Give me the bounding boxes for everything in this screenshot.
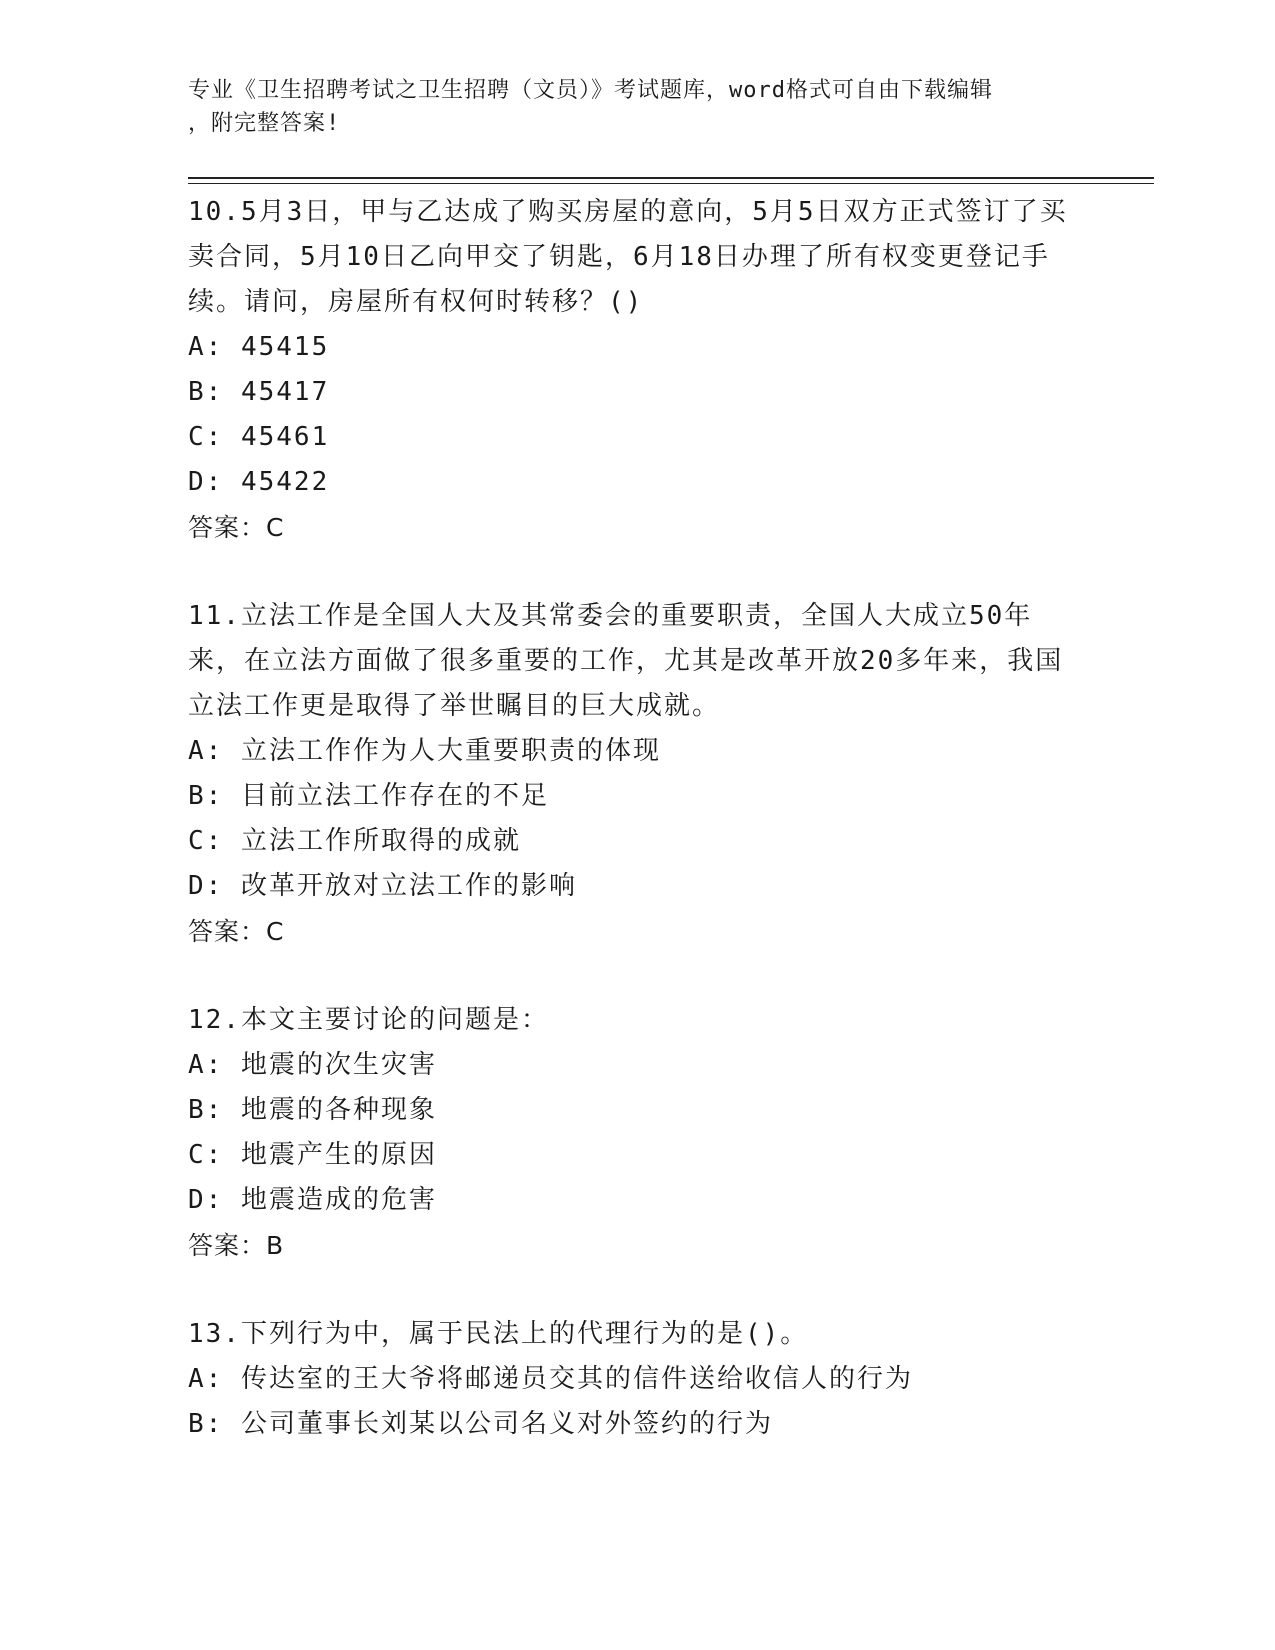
- question-13: [188, 1312, 1068, 1447]
- option-c: C: 立法工作所取得的成就: [188, 826, 521, 856]
- question-list: [188, 190, 1068, 1447]
- option-d: D: 改革开放对立法工作的影响: [188, 871, 577, 901]
- option-b: B: 地震的各种现象: [188, 1095, 437, 1125]
- question-stem: 13.下列行为中，属于民法上的代理行为的是()。: [188, 1319, 809, 1349]
- option-c: C: 45461: [188, 422, 330, 452]
- answer: 答案：B: [188, 1231, 285, 1260]
- option-a: A: 地震的次生灾害: [188, 1050, 437, 1080]
- spacer: [188, 1268, 1068, 1312]
- question-10: [188, 190, 1068, 550]
- question-stem: 10.5月3日，甲与乙达成了购买房屋的意向，5月5日双方正式签订了买卖合同，5月10日乙向甲交了钥匙，6月18日办理了所有权变更登记手续。请问，房屋所有权何时转移？(): [188, 197, 1068, 317]
- option-a: A: 立法工作作为人大重要职责的体现: [188, 736, 661, 766]
- question-11: [188, 594, 1068, 954]
- option-c: C: 地震产生的原因: [188, 1140, 437, 1170]
- option-a: A: 传达室的王大爷将邮递员交其的信件送给收信人的行为: [188, 1364, 913, 1394]
- option-b: B: 目前立法工作存在的不足: [188, 781, 549, 811]
- option-b: B: 公司董事长刘某以公司名义对外签约的行为: [188, 1409, 773, 1439]
- document-header: [188, 74, 1068, 140]
- option-b: B: 45417: [188, 377, 330, 407]
- header-line-2: ，附完整答案!: [188, 111, 341, 136]
- header-line-1: 专业《卫生招聘考试之卫生招聘（文员）》考试题库，word格式可自由下载编辑: [188, 78, 993, 103]
- question-stem: 11.立法工作是全国人大及其常委会的重要职责，全国人大成立50年来，在立法方面做了很多重要的工作，尤其是改革开放20多年来，我国立法工作更是取得了举世瞩目的巨大成就。: [188, 601, 1064, 721]
- answer: 答案：C: [188, 513, 285, 542]
- header-divider-thin: [188, 183, 1154, 184]
- header-divider-thick: [188, 177, 1154, 179]
- spacer: [188, 954, 1068, 998]
- option-d: D: 45422: [188, 467, 330, 497]
- question-stem: 12.本文主要讨论的问题是：: [188, 1005, 549, 1035]
- option-a: A: 45415: [188, 332, 330, 362]
- answer: 答案：C: [188, 917, 285, 946]
- option-d: D: 地震造成的危害: [188, 1185, 437, 1215]
- spacer: [188, 550, 1068, 594]
- question-12: [188, 998, 1068, 1268]
